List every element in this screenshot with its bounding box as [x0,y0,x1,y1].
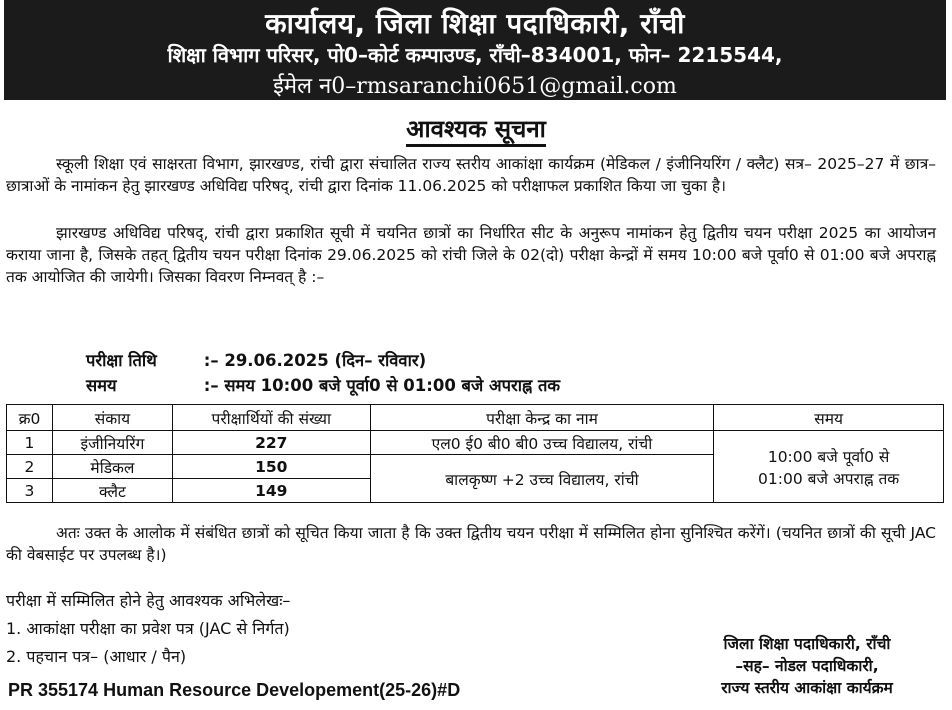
row-sn: 1 [7,431,53,455]
header-count: परीक्षार्थियों की संख्या [172,405,370,431]
exam-time-row [86,373,560,396]
header-time: समय [714,405,944,431]
paragraph-exam-info: झारखण्ड अधिविद्य परिषद्, रांची द्वारा प्रकाशित सूची में चयनित छात्रों का निर्धारित सीट के अनुरूप नामांकन हेतु द्वितीय चयन परीक्षा 2025 का आयोजन कराया जाना है, जिसके तहत् द्वितीय चयन परीक्षा दिनांक 29.06.2025 को रांची जिले के 02(दो) परीक्षा केन्द्रों में समय 10:00 बजे पूर्वा0 से 01:00 बजे अपराह्न तक आयोजित की जायेगी। जिसका विवरण निम्नवत् है :– [6,224,936,286]
office-address: शिक्षा विभाग परिसर, पो0–कोर्ट कम्पाउण्ड, राँची–834001, फोन– 2215544, [167,43,783,67]
signature-line1: जिला शिक्षा पदाधिकारी, राँची [723,635,891,653]
document-item: 2. पहचान पत्र– (आधार / पैन) [6,647,187,666]
signature-block [672,633,942,699]
exam-time-value: :– समय 10:00 बजे पूर्वा0 से 01:00 बजे अपराह्न तक [203,376,561,395]
exam-time-label: समय [86,376,117,395]
row-count: 149 [172,479,370,503]
row-count: 227 [172,431,370,455]
office-name: कार्यालय, जिला शिक्षा पदाधिकारी, राँची [265,7,685,40]
exam-date-label: परीक्षा तिथि [86,351,157,370]
header-faculty: संकाय [52,405,172,431]
office-header [4,0,946,100]
exam-date-value: :– 29.06.2025 (दिन– रविवार) [203,351,427,370]
exam-date-row [86,348,426,371]
signature-line3: राज्य स्तरीय आकांक्षा कार्यक्रम [721,679,893,697]
exam-time-line1: 10:00 बजे पूर्वा0 से [767,447,890,466]
office-email: ईमेल न0–rmsaranchi0651@gmail.com [273,74,677,99]
table-header-row [7,405,944,431]
header-sn: क्र0 [7,405,53,431]
row-faculty: मेडिकल [52,455,172,479]
row-sn: 2 [7,455,53,479]
notice-title-text: आवश्यक सूचना [406,115,546,147]
row-count: 150 [172,455,370,479]
exam-time-line2: 01:00 बजे अपराह्न तक [758,469,900,488]
row-sn: 3 [7,479,53,503]
table-row [7,431,944,455]
document-item: 1. आकांक्षा परीक्षा का प्रवेश पत्र (JAC से निर्गत) [6,619,290,638]
row-faculty: क्लैट [52,479,172,503]
centre-2: बालकृष्ण +2 उच्च विद्यालय, रांची [370,455,714,503]
pr-number: PR 355174 Human Resource Developement(25-26)#D [8,680,461,700]
documents-heading: परीक्षा में सम्मिलित होने हेतु आवश्यक अभिलेखः– [6,591,291,610]
notice-title [0,112,952,145]
row-faculty: इंजीनियरिंग [52,431,172,455]
header-centre: परीक्षा केन्द्र का नाम [370,405,714,431]
centre-1: एल0 ई0 बी0 बी0 उच्च विद्यालय, रांची [370,431,714,455]
paragraph-instruction: अतः उक्त के आलोक में संबंधित छात्रों को सूचित किया जाता है कि उक्त द्वितीय चयन परीक्षा में सम्मिलित होना सुनिश्चित करेंगें। (चयनित छात्रों की सूची JAC की वेबसाईट पर उपलब्ध है।) [6,524,936,564]
paragraph-result: स्कूली शिक्षा एवं साक्षरता विभाग, झारखण्ड, रांची द्वारा संचालित राज्य स्तरीय आकांक्षा कार्यक्रम (मेडिकल / इंजीनियरिंग / क्लैट) सत्र– 2025–27 में छात्र–छात्राओं के नामांकन हेतु झारखण्ड अधिविद्य परिषद्, रांची द्वारा दिनांक 11.06.2025 को परीक्षाफल प्रकाशित किया जा चुका है। [6,155,936,195]
exam-time-cell [714,431,944,503]
exam-centre-table [6,404,944,503]
signature-line2: –सह– नोडल पदाधिकारी, [735,657,879,675]
